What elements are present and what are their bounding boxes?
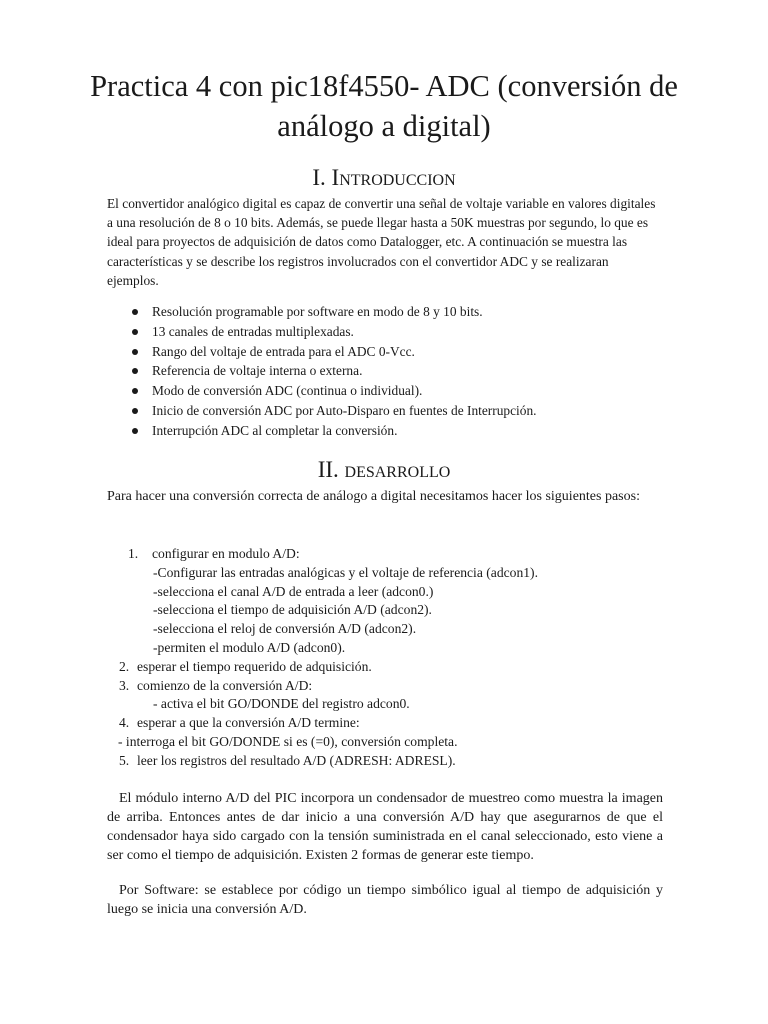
step-text: esperar el tiempo requerido de adquisición. <box>137 658 372 674</box>
bullet-icon <box>132 428 138 434</box>
list-item <box>107 381 537 401</box>
feature-text: Rango del voltaje de entrada para el ADC 0-Vcc. <box>152 343 415 359</box>
bullet-icon <box>132 368 138 374</box>
step-text: leer los registros del resultado A/D (ADRESH: ADRESL). <box>137 752 456 768</box>
intro-paragraph: El convertidor analógico digital es capaz de convertir una señal de voltaje variable en valores digitales a una resolución de 8 o 10 bits. Además, se puede llegar hasta a 50K muestras por segundo, lo que es ideal para proyectos de adquisición de datos como Datalogger, etc. A continuación se muestra las características y se describe los registros involucrados con el convertidor ADC y se realizaran ejemplos. <box>107 196 656 288</box>
feature-text: Resolución programable por software en modo de 8 y 10 bits. <box>152 304 483 319</box>
bullet-icon <box>132 388 138 394</box>
step-number: 2. <box>119 658 130 674</box>
step-text: - activa el bit GO/DONDE del registro adcon0. <box>153 696 410 712</box>
list-item <box>107 401 537 421</box>
steps-list <box>107 545 538 771</box>
step-number: 4. <box>119 715 130 731</box>
section-title: Introduccion <box>331 165 456 190</box>
feature-text: Interrupción ADC al completar la conversión. <box>152 422 398 438</box>
list-item <box>107 714 538 733</box>
feature-list <box>107 302 537 441</box>
list-item <box>107 695 538 714</box>
step-text: -selecciona el canal A/D de entrada a leer (adcon0.) <box>153 583 434 599</box>
development-intro-paragraph: Para hacer una conversión correcta de análogo a digital necesitamos hacer los siguientes pasos: <box>107 489 640 504</box>
step-text: -permiten el modulo A/D (adcon0). <box>153 639 346 655</box>
list-item <box>107 677 538 696</box>
list-item <box>107 564 538 583</box>
list-item <box>107 361 537 381</box>
list-item <box>107 639 538 658</box>
step-text: configurar en modulo A/D: <box>152 546 300 561</box>
list-item <box>107 302 537 322</box>
section-heading-desarrollo <box>0 456 768 484</box>
bullet-icon <box>132 329 138 335</box>
bullet-icon <box>132 309 138 315</box>
section-numeral: II. <box>317 457 339 482</box>
list-item <box>107 583 538 602</box>
title-line-2: análogo a digital) <box>277 109 491 143</box>
list-item <box>107 545 538 564</box>
feature-text: 13 canales de entradas multiplexadas. <box>152 323 354 339</box>
step-text: esperar a que la conversión A/D termine: <box>137 715 360 731</box>
step-text: -Configurar las entradas analógicas y el voltaje de referencia (adcon1). <box>153 564 538 580</box>
title-line-1: Practica 4 con pic18f4550- ADC (conversión de <box>90 69 678 103</box>
list-item <box>107 658 538 677</box>
feature-text: Referencia de voltaje interna o externa. <box>152 363 363 379</box>
list-item <box>107 733 538 752</box>
step-text: -selecciona el tiempo de adquisición A/D (adcon2). <box>153 602 432 618</box>
section-title: desarrollo <box>344 457 451 482</box>
list-item <box>107 322 537 342</box>
section-heading-introduccion <box>0 164 768 192</box>
feature-text: Modo de conversión ADC (continua o individual). <box>152 383 423 399</box>
bullet-icon <box>132 408 138 414</box>
step-number: 1. <box>128 546 139 561</box>
list-item <box>107 421 537 441</box>
list-item <box>107 620 538 639</box>
step-text: -selecciona el reloj de conversión A/D (adcon2). <box>153 621 417 637</box>
sampling-capacitor-paragraph: El módulo interno A/D del PIC incorpora un condensador de muestreo como muestra la imagen de arriba. Entonces antes de dar inicio a una conversión A/D hay que asegurarnos de que el condensador haya sido cargado con la tensión suministrada en el canal seleccionado, esto viene a ser como el tiempo de adquisición. Existen 2 formas de generar este tiempo. <box>107 791 663 863</box>
software-method-paragraph: Por Software: se establece por código un tiempo simbólico igual al tiempo de adquisición y luego se inicia una conversión A/D. <box>107 883 663 917</box>
list-item <box>107 342 537 362</box>
step-text: - interroga el bit GO/DONDE si es (=0), conversión completa. <box>118 733 458 749</box>
feature-text: Inicio de conversión ADC por Auto-Disparo en fuentes de Interrupción. <box>152 402 537 418</box>
list-item <box>107 601 538 620</box>
step-text: comienzo de la conversión A/D: <box>137 677 313 693</box>
step-number: 5. <box>119 752 130 768</box>
document-title <box>60 66 708 146</box>
bullet-icon <box>132 349 138 355</box>
list-item <box>107 752 538 771</box>
section-numeral: I. <box>312 165 326 190</box>
step-number: 3. <box>119 677 130 693</box>
